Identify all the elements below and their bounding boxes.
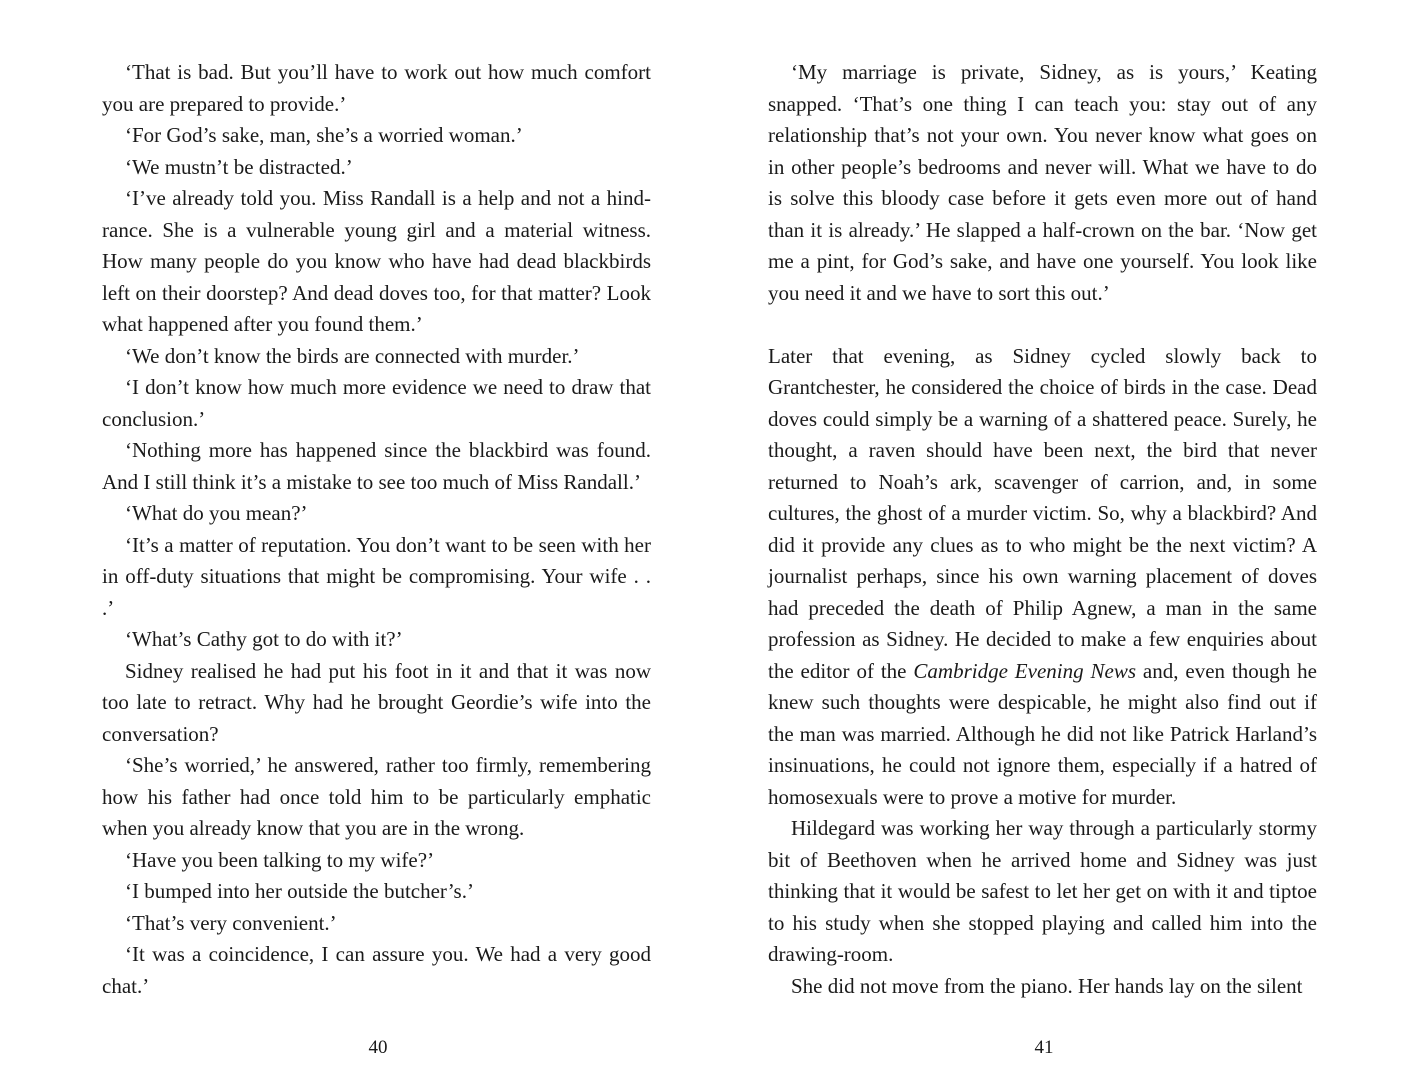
paragraph: ‘For God’s sake, man, she’s a worried woman.’ xyxy=(125,123,523,147)
paragraph: ‘I don’t know how much more evidence we need to draw that conclusion.’ xyxy=(102,375,651,431)
paragraph-text: and, even though he knew such thoughts were despicable, he might also find out if the man was married. Although he did not like Patrick Harland’s insinuations, he could not ignore them, especially if a hatred of homosexuals were to prove a motive for murder. xyxy=(768,658,1318,809)
paragraph: ‘What’s Cathy got to do with it?’ xyxy=(125,627,403,651)
paragraph: ‘Nothing more has happened since the blackbird was found. And I still think it’s a mistake to see too much of Miss Randall.’ xyxy=(102,438,651,494)
page-number: 40 xyxy=(368,1037,388,1058)
paragraph: ‘We don’t know the birds are connected with murder.’ xyxy=(125,343,580,368)
paragraph: ‘That is bad. But you’ll have to work out how much comfort you are prepared to provide.’ xyxy=(102,60,651,116)
paragraph: ‘Have you been talking to my wife?’ xyxy=(125,847,435,872)
right-page xyxy=(768,57,1317,1002)
paragraph: ‘What do you mean?’ xyxy=(125,501,308,525)
paragraph: ‘It was a coincidence, I can assure you. We had a very good chat.’ xyxy=(102,942,651,998)
paragraph: Sidney realised he had put his foot in it and that it was now too late to retract. Why had he brought Geordie’s wife into the conversation? xyxy=(102,658,651,746)
newspaper-title: Cambridge Evening News xyxy=(913,658,1137,683)
paragraph: ‘I’ve already told you. Miss Randall is a help and not a hindrance. She is a vulnerable young girl and a material witness. How many people do you know who have had dead blackbirds left on their doorstep? And dead doves too, for that matter? Look what happened after you found them.’ xyxy=(102,186,651,336)
paragraph: ‘That’s very convenient.’ xyxy=(125,910,337,935)
paragraph: ‘It’s a matter of reputation. You don’t want to be seen with her in off-duty situations that might be compromising. Your wife . . .’ xyxy=(102,532,651,620)
paragraph-text: Later that evening, as Sidney cycled slowly back to Grantchester, he considered the choice of birds in the case. Dead doves could simply be a warning of a shattered peace. Surely, he thought, a raven should have been next, the bird that never returned to Noah’s ark, scavenger of carrion, and, in some cultures, the ghost of a murder victim. So, why a blackbird? And did it provide any clues as to who might be the next victim? A journalist perhaps, since his own warning placement of doves had preceded the death of Philip Agnew, a man in the same profession as Sidney. He decided to make a few enquiries about the editor of the xyxy=(768,343,1317,683)
paragraph: Hildegard was working her way through a particularly stormy bit of Beethoven when he arrived home and Sidney was just thinking that it would be safest to let her get on with it and tiptoe to his study when she stopped playing and called him into the drawing-room. xyxy=(768,816,1317,966)
page-number: 41 xyxy=(1034,1037,1054,1058)
section-opening-paragraph xyxy=(768,341,1317,814)
left-page xyxy=(102,57,651,1002)
paragraph: ‘We mustn’t be distracted.’ xyxy=(125,154,353,179)
paragraph: She did not move from the piano. Her hands lay on the silent xyxy=(791,973,1303,998)
paragraph: ‘My marriage is private, Sidney, as is yours,’ Keating snapped. ‘That’s one thing I can teach you: stay out of any relationship that’s not your own. You never know what goes on in other people’s bedrooms and never will. What we have to do is solve this bloody case before it gets even more out of hand than it is already.’ He slapped a half-crown on the bar. ‘Now get me a pint, for God’s sake, and have one yourself. You look like you need it and we have to sort this out.’ xyxy=(768,60,1317,305)
paragraph: ‘I bumped into her outside the butcher’s.’ xyxy=(125,879,474,903)
paragraph: ‘She’s worried,’ he answered, rather too firmly, remembering how his father had once told him to be particularly emphatic when you already know that you are in the wrong. xyxy=(102,753,651,840)
